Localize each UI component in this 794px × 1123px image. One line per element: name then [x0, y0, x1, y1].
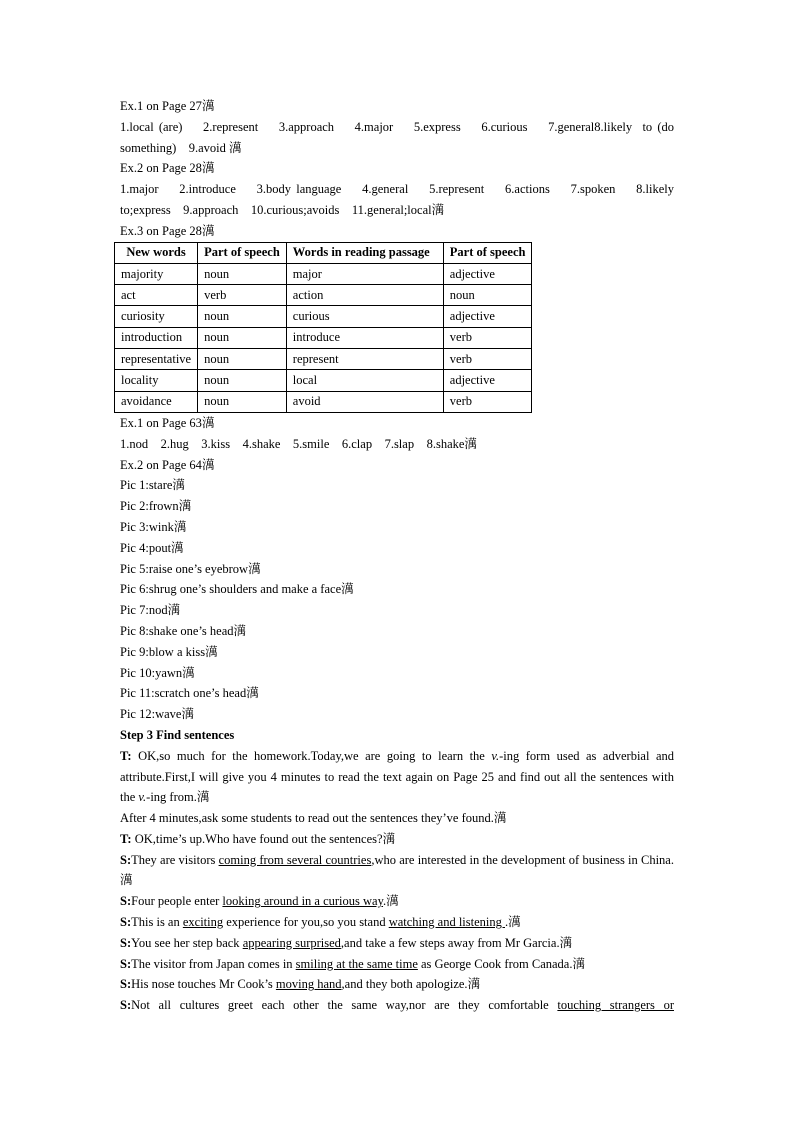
dialogue-text: Four people enter — [131, 894, 223, 909]
table-cell: noun — [198, 327, 287, 348]
instruction-text: After 4 minutes,ask some students to read out the sentences they’ve found. — [120, 811, 494, 826]
pic-answer: Pic 3:wink — [120, 519, 174, 534]
instruction-line — [120, 808, 674, 829]
pic-answer: Pic 5:raise one’s eyebrow — [120, 561, 249, 576]
table-row — [115, 285, 532, 306]
table-cell: act — [115, 285, 198, 306]
pic-answer: Pic 10:yawn — [120, 665, 183, 680]
table-header-row — [115, 242, 532, 263]
list-item — [120, 517, 674, 538]
table-cell: represent — [286, 349, 443, 370]
pic-answer: Pic 2:frown — [120, 499, 179, 514]
student-sentence-4 — [120, 933, 674, 954]
italic-term: v. — [138, 790, 147, 805]
dialogue-text: His nose touches Mr Cook’s — [131, 977, 276, 992]
format-mark: 澫 — [341, 582, 354, 597]
table-cell: noun — [198, 306, 287, 327]
underlined-phrase: smiling at the same time — [295, 956, 418, 971]
table-row — [115, 306, 532, 327]
speaker-label: S: — [120, 852, 132, 867]
format-mark: 澫 — [172, 478, 185, 493]
speaker-label: S: — [120, 915, 132, 930]
teacher-paragraph-1 — [120, 746, 674, 808]
dialogue-text: ,and they both apologize. — [341, 977, 468, 992]
dialogue-text: OK,so much for the homework.Today,we are going to learn the — [131, 748, 492, 763]
format-mark: 澫 — [559, 935, 573, 950]
table-cell: adjective — [443, 306, 532, 327]
list-item — [120, 559, 674, 580]
table-cell: verb — [198, 285, 287, 306]
heading-ex2-p28 — [120, 158, 674, 179]
pic-answer: Pic 9:blow a kiss — [120, 644, 206, 659]
list-item — [120, 704, 674, 725]
list-item — [120, 600, 674, 621]
pic-answer: Pic 12:wave — [120, 707, 182, 722]
list-item — [120, 621, 674, 642]
dialogue-text: -ing from. — [146, 790, 197, 805]
heading-ex2-p64 — [120, 455, 674, 476]
italic-term: v. — [491, 748, 500, 763]
table-cell: noun — [443, 285, 532, 306]
dialogue-text: Not all cultures greet each other the same way,nor are they comfortable — [131, 998, 558, 1013]
format-mark: 澫 — [201, 99, 215, 113]
list-item — [120, 475, 674, 496]
format-mark: 澫 — [493, 811, 507, 826]
format-mark: 澫 — [201, 457, 215, 472]
underlined-phrase: appearing surprised — [242, 935, 341, 950]
table-cell: adjective — [443, 370, 532, 391]
format-mark: 澫 — [205, 644, 218, 659]
format-mark: 澫 — [201, 415, 215, 430]
pic-answer: Pic 7:nod — [120, 603, 168, 618]
format-mark: 澫 — [386, 894, 399, 909]
heading-ex3-p28 — [120, 221, 674, 242]
format-mark: 澫 — [120, 873, 133, 888]
list-item — [120, 663, 674, 684]
format-mark: 澫 — [171, 540, 184, 555]
dialogue-text: ,and take a few steps away from Mr Garcia. — [340, 935, 560, 950]
dialogue-text: experience for you,so you stand — [223, 915, 389, 930]
heading-text: Ex.1 on Page 27 — [120, 99, 202, 113]
column-header: Words in reading passage — [286, 242, 443, 263]
heading-text: Ex.2 on Page 64 — [120, 457, 202, 472]
underlined-phrase: moving hand — [275, 977, 342, 992]
dialogue-text: as George Cook from Canada. — [417, 956, 573, 971]
answer-text: something) 9.avoid — [120, 140, 226, 155]
pic-answer: Pic 6:shrug one’s shoulders and make a face — [120, 582, 342, 597]
speaker-label: S: — [120, 956, 132, 971]
student-sentence-6 — [120, 974, 674, 995]
table-cell: introduce — [286, 327, 443, 348]
table-cell: introduction — [115, 327, 198, 348]
heading-ex1-p63 — [120, 413, 674, 434]
format-mark: 澫 — [464, 436, 477, 451]
speaker-label: T: — [120, 831, 132, 846]
underlined-phrase: exciting — [182, 915, 224, 930]
list-item — [120, 579, 674, 600]
pic-answer: Pic 11:scratch one’s head — [120, 686, 247, 701]
format-mark: 澫 — [196, 790, 210, 805]
table-row — [115, 263, 532, 284]
column-header: Part of speech — [198, 242, 287, 263]
dialogue-text: . — [505, 915, 509, 930]
table-row — [115, 370, 532, 391]
underlined-phrase: touching strangers or — [557, 998, 674, 1013]
format-mark: 澫 — [467, 977, 481, 992]
table-cell: majority — [115, 263, 198, 284]
format-mark: 澫 — [201, 223, 215, 238]
format-mark: 澫 — [178, 499, 192, 514]
table-cell: noun — [198, 391, 287, 412]
underlined-phrase: watching and listening — [388, 915, 505, 930]
dialogue-text: They are visitors — [131, 852, 219, 867]
list-item — [120, 538, 674, 559]
dialogue-text: . — [383, 894, 387, 909]
format-mark: 澫 — [181, 707, 194, 722]
teacher-paragraph-2 — [120, 829, 674, 850]
format-mark: 澫 — [233, 623, 247, 638]
underlined-phrase: looking around in a curious way — [222, 894, 384, 909]
table-cell: locality — [115, 370, 198, 391]
table-row — [115, 327, 532, 348]
speaker-label: S: — [120, 998, 132, 1013]
vocabulary-table — [114, 242, 532, 413]
table-cell: noun — [198, 263, 287, 284]
table-cell: adjective — [443, 263, 532, 284]
table-row — [115, 349, 532, 370]
table-cell: avoid — [286, 391, 443, 412]
answers-ex2-p28-line1: 1.major 2.introduce 3.body language 4.general 5.represent 6.actions 7.spoken 8.likely — [120, 182, 674, 197]
dialogue-text: The visitor from Japan comes in — [131, 956, 296, 971]
format-mark: 澫 — [182, 665, 195, 680]
table-cell: representative — [115, 349, 198, 370]
dialogue-text: ,who are interested in the development of business in China. — [371, 852, 674, 867]
document-body — [120, 96, 674, 1016]
answers-ex1-p27-line2 — [120, 138, 674, 159]
table-cell: noun — [198, 370, 287, 391]
table-cell: major — [286, 263, 443, 284]
format-mark: 澫 — [431, 202, 445, 217]
heading-text: Ex.1 on Page 63 — [120, 415, 202, 430]
table-cell: action — [286, 285, 443, 306]
heading-text: Ex.2 on Page 28 — [120, 161, 202, 176]
format-mark: 澫 — [229, 140, 242, 155]
format-mark: 澫 — [382, 831, 396, 846]
pic-answer: Pic 8:shake one’s head — [120, 623, 234, 638]
format-mark: 澫 — [167, 603, 181, 618]
heading-text: Step 3 Find sentences — [120, 727, 235, 742]
underlined-phrase: coming from several countries — [218, 852, 372, 867]
speaker-label: T: — [120, 748, 132, 763]
answers-ex1-p27-line1: 1.local (are) 2.represent 3.approach 4.major 5.express 6.curious 7.general8.likely to (do — [120, 119, 674, 134]
column-header: Part of speech — [443, 242, 532, 263]
table-cell: verb — [443, 327, 532, 348]
student-sentence-3 — [120, 912, 674, 933]
format-mark: 澫 — [246, 686, 259, 701]
student-sentence-2 — [120, 891, 674, 912]
dialogue-text: This is an — [131, 915, 183, 930]
table-cell: curious — [286, 306, 443, 327]
pic-answer: Pic 1:stare — [120, 478, 173, 493]
student-sentence-1 — [120, 850, 674, 892]
speaker-label: S: — [120, 935, 132, 950]
speaker-label: S: — [120, 894, 132, 909]
pic-answer: Pic 4:pout — [120, 540, 172, 555]
format-mark: 澫 — [201, 161, 215, 176]
table-cell: verb — [443, 391, 532, 412]
student-sentence-5 — [120, 954, 674, 975]
format-mark: 澫 — [173, 519, 187, 534]
dialogue-text: -ing form used as adverbial and attribute.First,I will give you 4 minutes to read the text again on Page 25 and find out all the sentences with the — [120, 748, 674, 805]
list-item — [120, 642, 674, 663]
answer-text: to;express 9.approach 10.curious;avoids 11.general;local — [120, 202, 432, 217]
format-mark: 澫 — [572, 956, 585, 971]
step3-heading — [120, 725, 674, 746]
table-cell: noun — [198, 349, 287, 370]
student-sentence-7 — [120, 995, 674, 1016]
answer-text: 1.nod 2.hug 3.kiss 4.shake 5.smile 6.clap 7.slap 8.shake — [120, 436, 465, 451]
dialogue-text: OK,time’s up.Who have found out the sentences? — [131, 831, 383, 846]
table-row — [115, 391, 532, 412]
speaker-label: S: — [120, 977, 132, 992]
list-item — [120, 683, 674, 704]
table-cell: verb — [443, 349, 532, 370]
table-cell: avoidance — [115, 391, 198, 412]
table-cell: local — [286, 370, 443, 391]
table-cell: curiosity — [115, 306, 198, 327]
format-mark: 澫 — [508, 915, 521, 930]
answers-ex1-p63 — [120, 434, 674, 455]
format-mark: 澫 — [248, 561, 261, 576]
heading-text: Ex.3 on Page 28 — [120, 223, 202, 238]
column-header: New words — [115, 242, 198, 263]
list-item — [120, 496, 674, 517]
dialogue-text: You see her step back — [131, 935, 243, 950]
answers-ex2-p28-line2 — [120, 200, 674, 221]
heading-ex1-p27 — [120, 96, 674, 117]
